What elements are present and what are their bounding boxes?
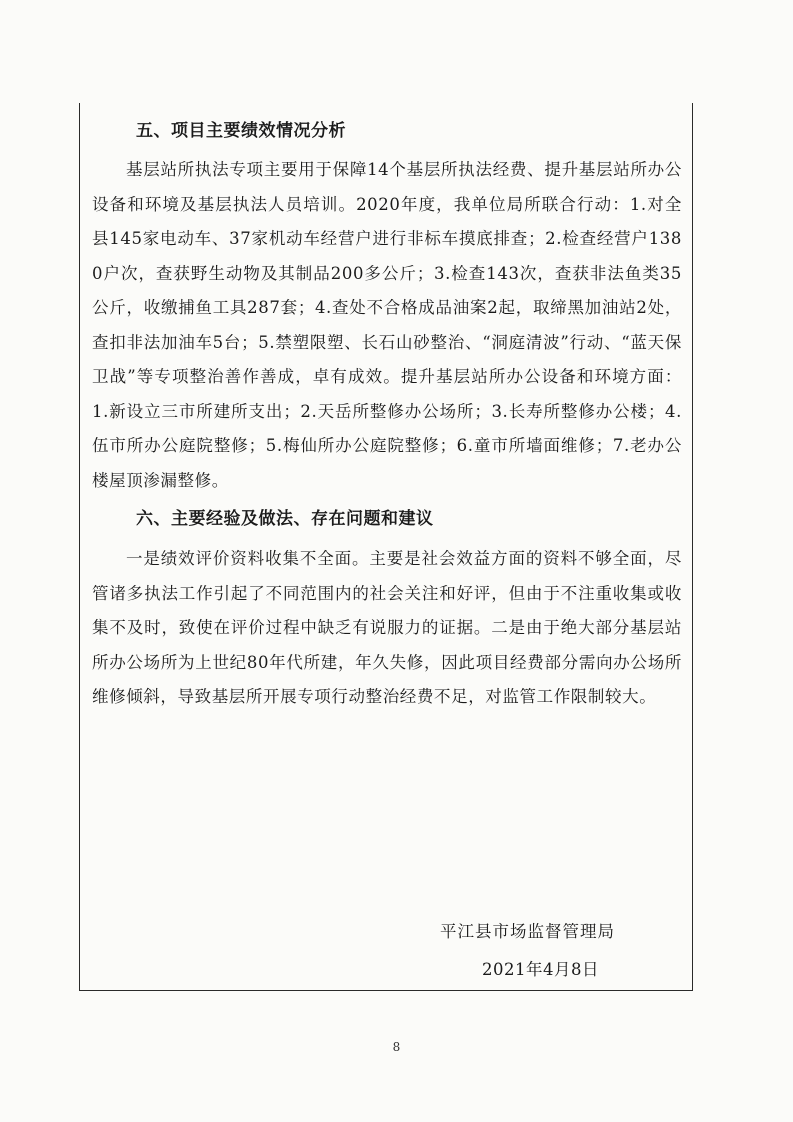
- document-body: [92, 116, 682, 715]
- section-heading-experience-issues: 六、主要经验及做法、存在问题和建议: [136, 509, 434, 529]
- section-paragraph-experience-issues: 一是绩效评价资料收集不全面。主要是社会效益方面的资料不够全面，尽管诸多执法工作引起了不同范围内的社会关注和好评，但由于不注重收集或收集不及时，致使在评价过程中缺乏有说服力的证据。二是由于绝大部分基层站所办公场所为上世纪80年代所建，年久失修，因此项目经费部分需向办公场所维修倾斜，导致基层所开展专项行动整治经费不足，对监管工作限制较大。: [92, 549, 682, 706]
- section-heading-performance-analysis: 五、项目主要绩效情况分析: [136, 121, 346, 141]
- signature-organization: 平江县市场监督管理局: [440, 922, 615, 941]
- section-paragraph-performance-analysis: 基层站所执法专项主要用于保障14个基层所执法经费、提升基层站所办公设备和环境及基层执法人员培训。2020年度，我单位局所联合行动：1.对全县145家电动车、37家机动车经营户进行非标车摸底排查；2.检查经营户1380户次，查获野生动物及其制品200多公斤；3.检查143次，查获非法鱼类35公斤，收缴捕鱼工具287套；4.查处不合格成品油案2起，取缔黑加油站2处，查扣非法加油车5台；5.禁塑限塑、长石山砂整治、“洞庭清波”行动、“蓝天保卫战”等专项整治善作善成，卓有成效。提升基层站所办公设备和环境方面：1.新设立三市所建所支出；2.天岳所整修办公场所；3.长寿所整修办公楼；4.伍市所办公庭院整修；5.梅仙所办公庭院整修；6.童市所墙面维修；7.老办公楼屋顶渗漏整修。: [92, 160, 682, 490]
- page-number: 8: [392, 1040, 401, 1054]
- signature-date: 2021年4月8日: [482, 960, 599, 979]
